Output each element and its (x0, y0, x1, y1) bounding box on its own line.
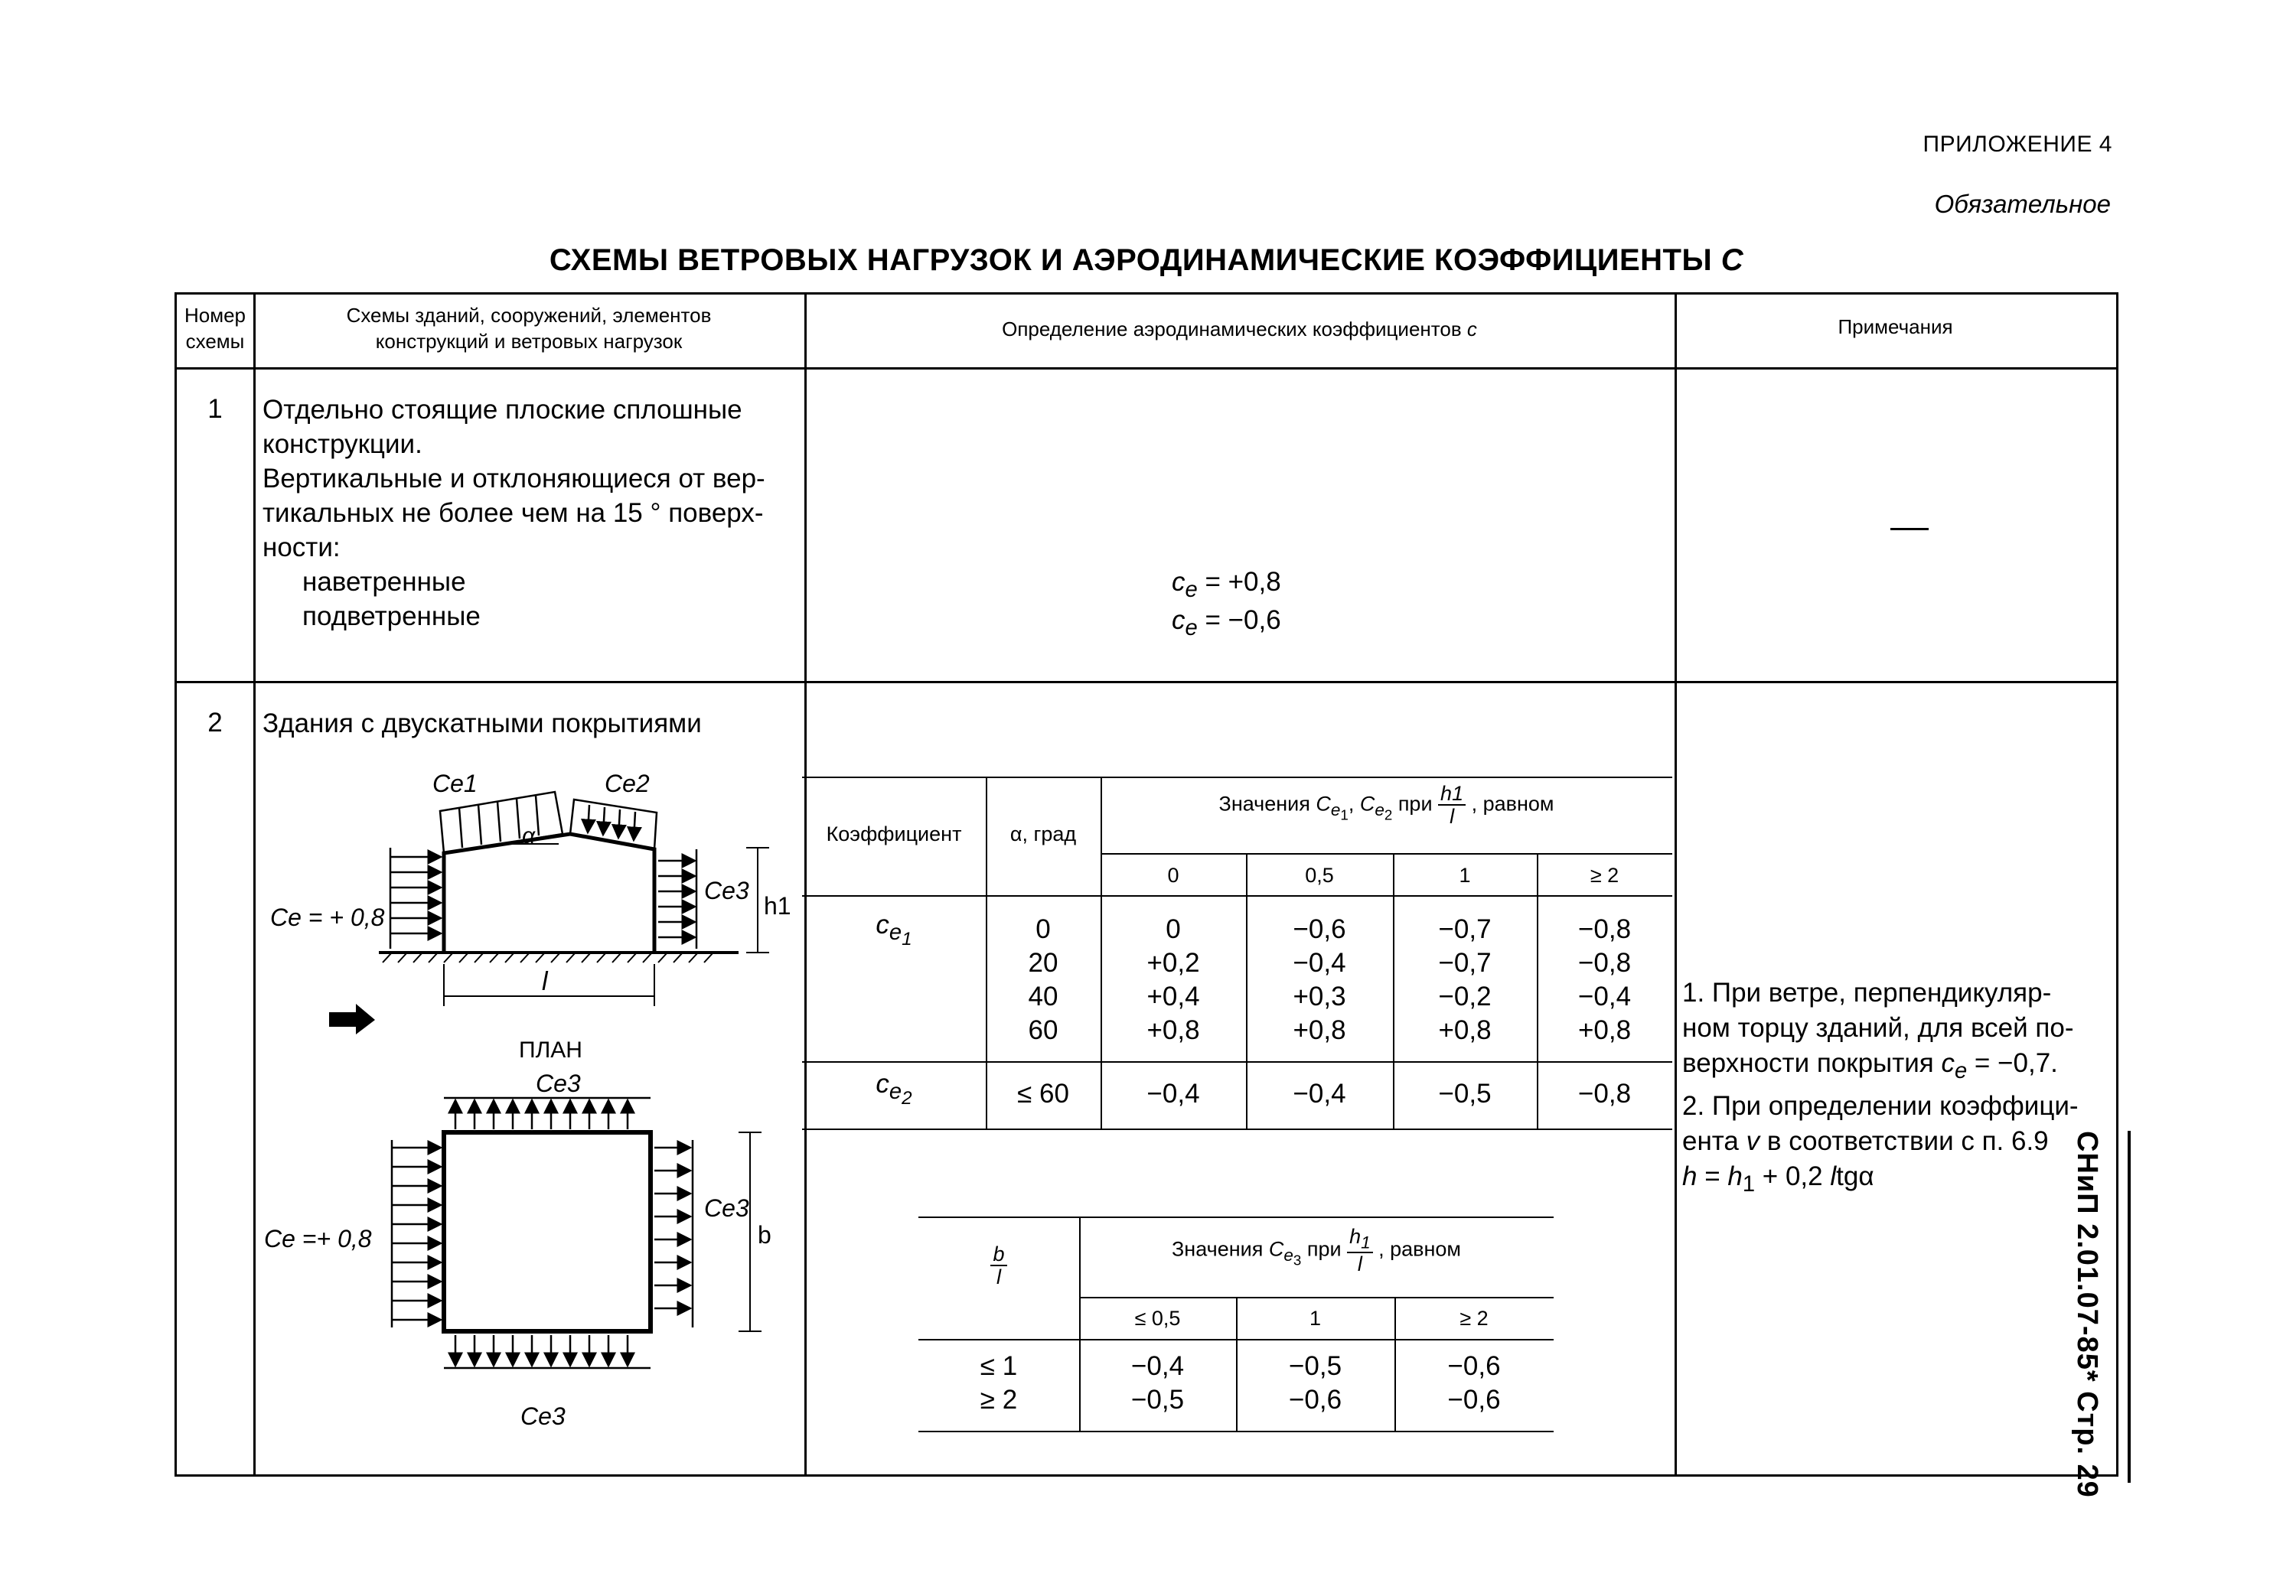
row1-coefficients: $c_e = +0,8$ $c_e = -0,6$ (1172, 567, 1281, 640)
header-schemes: Схемы зданий, сооружений, элементов конструкций и ветровых нагрузок (346, 304, 712, 353)
h1-label: h1 (764, 892, 791, 920)
header-notes: Примечания (1838, 315, 1953, 338)
ce2-label: Ce2 (605, 770, 650, 797)
plan-top-suction (444, 1098, 651, 1129)
header-divider (177, 367, 2116, 370)
ce1-label: Ce1 (432, 770, 478, 797)
t2-ratios: ≤ 1 ≥ 2 (980, 1351, 1018, 1415)
row-divider (177, 681, 2116, 683)
status-label: Обязательное (1934, 190, 2111, 218)
t1-ce2-alpha: ≤ 60 (1017, 1079, 1069, 1109)
t1-col-2-values: −0,7 −0,7 −0,2 +0,8 (1438, 914, 1492, 1045)
t1-col-values: Значения $C_{e_1}$, $C_{e_2}$ при $\frac{h1}{l}$ , равном (1218, 782, 1554, 829)
coef-table-2 (918, 1217, 1554, 1431)
t1-ratio: $\frac{h1}{l}$ (1438, 783, 1466, 828)
row1-description: Отдельно стоящие плоские сплошные конструкции. Вертикальные и отклоняющиеся от вер- тикальных не более чем на 15 ° поверх- ности: наветренные подветренные (263, 392, 798, 634)
document-code: СНиП 2.01.07-85* Стр. 29 (2071, 1131, 2103, 1498)
row1-leeward: подветренные (302, 601, 481, 631)
header-definition: Определение аэродинамических коэффициентов с (1002, 318, 1477, 340)
ce3-plan-right-label: Ce3 (704, 1194, 749, 1222)
coef-table-1 (802, 777, 1672, 1129)
b-label: b (758, 1221, 771, 1249)
appendix-label: ПРИЛОЖЕНИЕ 4 (1923, 132, 2112, 157)
t2-col-2: −0,6 −0,6 (1447, 1351, 1501, 1415)
side-rule (2128, 1131, 2131, 1483)
row1-note-dash (1890, 528, 1929, 530)
t1-sub-1: 0,5 (1305, 864, 1334, 887)
t1-col-3-values: −0,8 −0,8 −0,4 +0,8 (1577, 914, 1632, 1045)
wind-load-diagram (253, 757, 811, 1461)
t1-ce2-0: −0,4 (1146, 1079, 1200, 1109)
plan-bottom-suction (444, 1335, 651, 1368)
ce3-elev-label: Ce3 (704, 877, 749, 904)
header-number: Номер схемы (184, 304, 246, 353)
t1-col-1-values: −0,6 −0,4 +0,3 +0,8 (1293, 914, 1346, 1045)
t1-alpha-values: 0 20 40 60 (1028, 914, 1058, 1045)
t1-sub-2: 1 (1459, 864, 1471, 887)
t2-sub-0: ≤ 0,5 (1134, 1307, 1181, 1330)
row2-number: 2 (207, 708, 223, 738)
roof-load-ce2 (570, 800, 657, 849)
t2-col-0: −0,4 −0,5 (1130, 1351, 1185, 1415)
t2-sub-2: ≥ 2 (1459, 1307, 1489, 1330)
t2-col-values: Значения $C_{e_3}$ при $\frac{h_1}{l}$ , равном (1172, 1225, 1461, 1276)
t1-ce2-label: $c_{e_2}$ (876, 1069, 912, 1109)
plan-windward-pressure (392, 1140, 441, 1327)
ce3-plan-top-label: Ce3 (536, 1070, 581, 1097)
t1-ce2-2: −0,5 (1438, 1079, 1492, 1109)
page-title: СХЕМЫ ВЕТРОВЫХ НАГРУЗОК И АЭРОДИНАМИЧЕСКИЕ КОЭФФИЦИЕНТЫ С (549, 243, 1744, 277)
t1-sub-3: ≥ 2 (1590, 864, 1619, 887)
row2-title: Здания с двускатными покрытиями (263, 708, 702, 738)
t1-ce2-3: −0,8 (1577, 1079, 1632, 1109)
t1-ce2-1: −0,4 (1293, 1079, 1346, 1109)
l-label: l (542, 967, 548, 996)
t1-ce1-label: $c_{e_1}$ (876, 910, 912, 949)
plan-label: ПЛАН (519, 1037, 582, 1063)
t1-col-coef: Коэффициент (826, 822, 962, 845)
windward-pressure (390, 848, 441, 949)
row1-number: 1 (207, 394, 223, 424)
wind-arrow-icon (329, 1004, 375, 1034)
alpha-label: α (522, 823, 536, 848)
t2-col-1: −0,5 −0,6 (1288, 1351, 1342, 1415)
col-divider-3 (1675, 295, 1677, 1474)
row2-notes: 1. При ветре, перпендикуляр- ном торцу зданий, для всей по- верхности покрытия $c_e = -0,7$. 2. При определении коэффици- ента v в соответствии с п. 6.9 $h = h_1 + 0,2$ ltgα (1682, 978, 2079, 1197)
ce-front-label: Ce = + 0,8 (270, 904, 385, 931)
plan-leeward-suction (654, 1140, 693, 1327)
plan-outline (444, 1132, 651, 1331)
t1-col-alpha: α, град (1009, 822, 1077, 845)
t1-col-0-values: 0 +0,2 +0,4 +0,8 (1146, 914, 1200, 1045)
title-symbol: С (1720, 243, 1744, 277)
t2-sub-1: 1 (1309, 1307, 1322, 1330)
t1-sub-0: 0 (1167, 864, 1179, 887)
ce3-plan-bottom-label: Ce3 (520, 1402, 566, 1430)
leeward-suction (658, 849, 696, 949)
building-section (444, 834, 654, 953)
t2-col-ratio: $\frac{b}{l}$ (918, 1243, 1079, 1288)
row1-windward: наветренные (302, 567, 466, 597)
ce-front-plan-label: Ce =+ 0,8 (264, 1225, 372, 1252)
